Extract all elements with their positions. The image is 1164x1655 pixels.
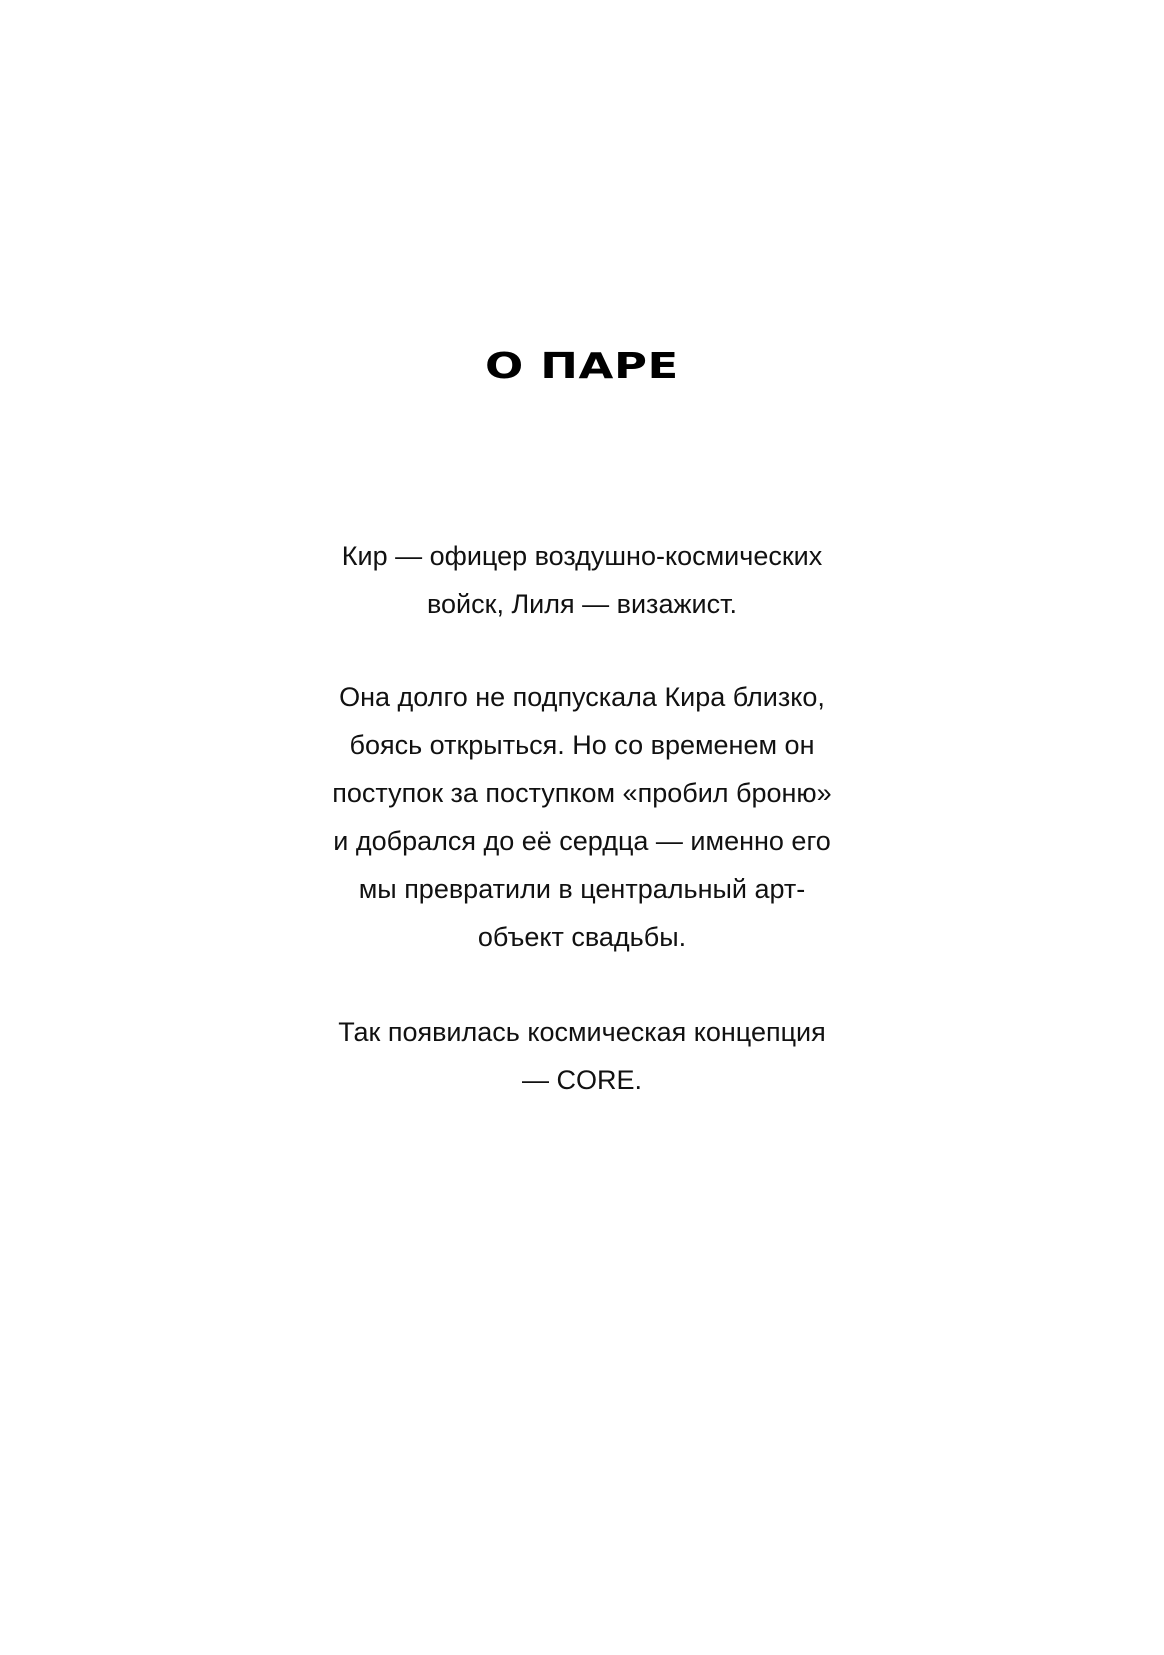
text-line: Так появилась космическая концепция	[338, 1017, 826, 1047]
text-line: войск, Лиля — визажист.	[427, 589, 737, 619]
page-title: О ПАРЕ	[485, 346, 679, 387]
text-line: боясь открыться. Но со временем он	[349, 730, 815, 760]
text-line: Она долго не подпускала Кира близко,	[339, 682, 825, 712]
text-line: и добрался до её сердца — именно его	[333, 826, 831, 856]
text-line: объект свадьбы.	[477, 922, 687, 952]
text-line: — CORE.	[521, 1065, 642, 1095]
text-line: мы превратили в центральный арт-	[358, 874, 806, 904]
text-line: Кир — офицер воздушно-космических	[341, 541, 823, 571]
text-line: поступок за поступком «пробил броню»	[332, 778, 832, 808]
